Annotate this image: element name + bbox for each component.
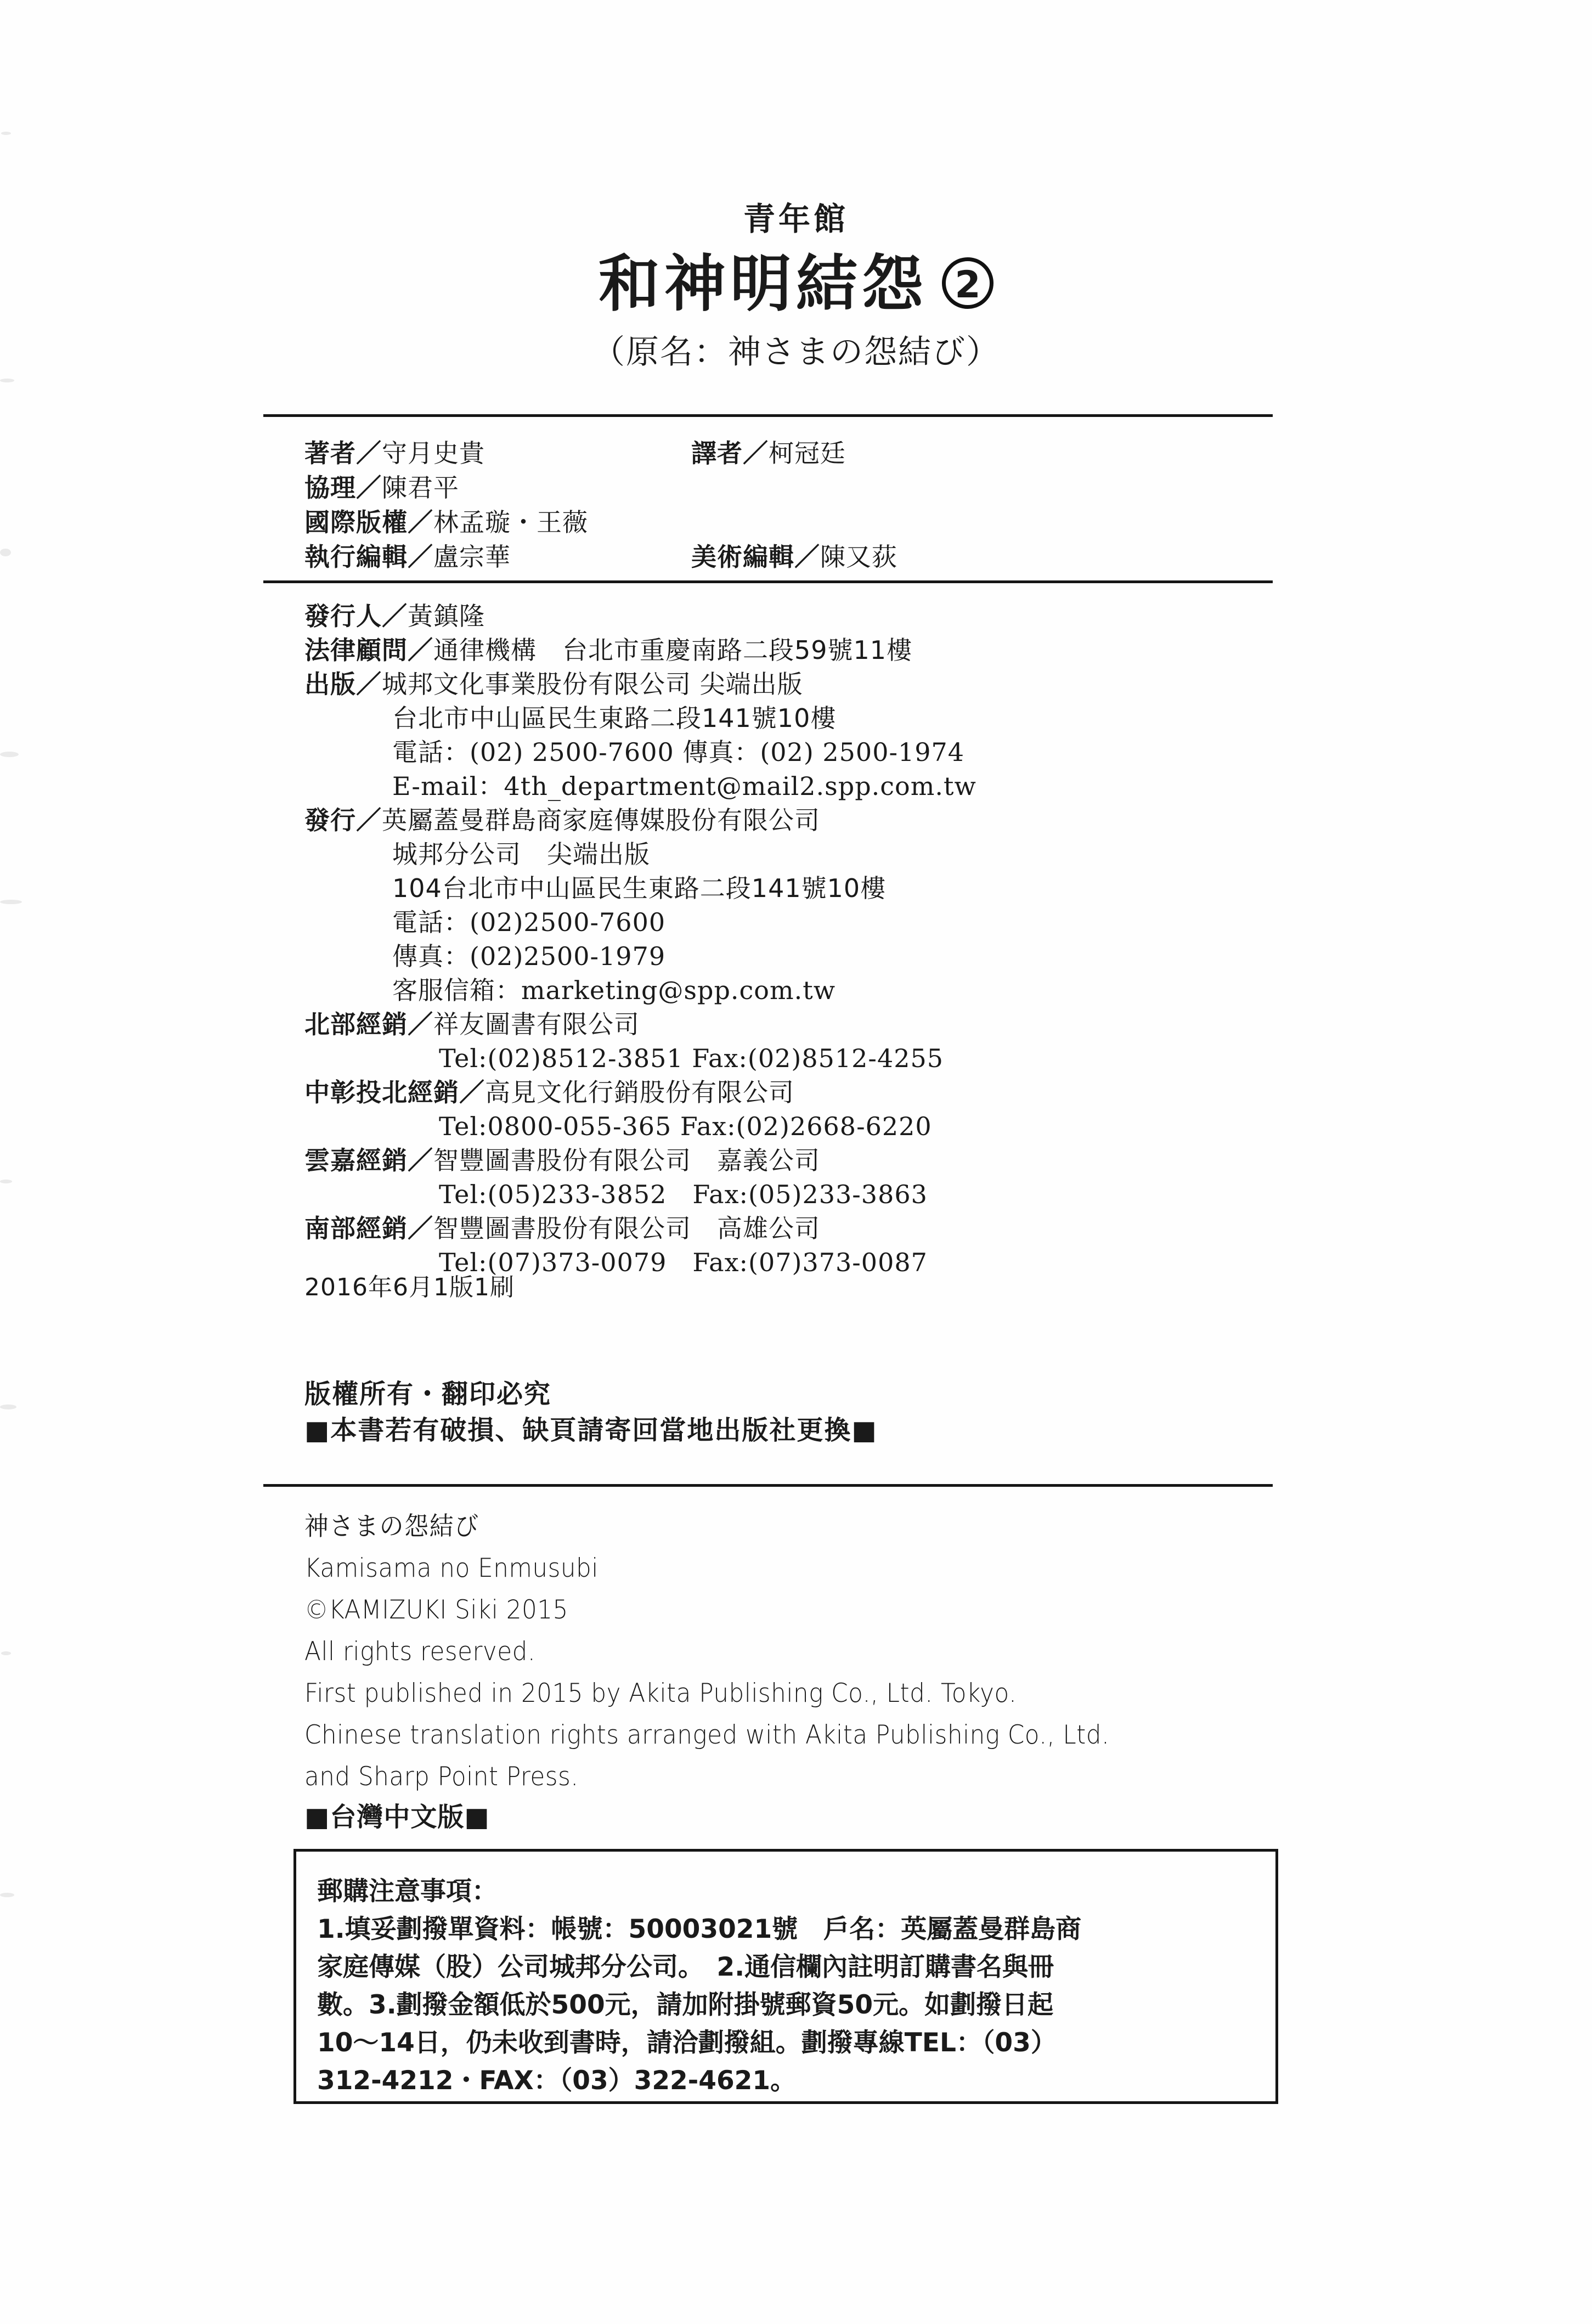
mail-order-notice-box	[293, 1849, 1278, 2104]
publication-date: 2016年6月1版1刷	[304, 1273, 515, 1301]
credit-left	[304, 540, 511, 574]
scan-artifact	[0, 1180, 12, 1183]
divider-rule-bottom	[263, 1484, 1273, 1487]
credit-label: 協理／	[304, 473, 382, 503]
page-title	[0, 249, 1592, 320]
series-name: 青年館	[743, 200, 849, 238]
divider-rule-top	[263, 414, 1273, 417]
all-rights-reserved-line: All rights reserved.	[304, 1637, 536, 1667]
credit-row	[304, 505, 1292, 540]
publisher-line-value: 祥友圖書有限公司	[433, 1009, 640, 1039]
publisher-line-value: 電話：(02)2500-7600	[392, 907, 666, 937]
scan-artifact	[0, 900, 22, 904]
publisher-line-label: 法律顧問／	[304, 635, 433, 665]
publisher-line-value: 英屬蓋曼群島商家庭傳媒股份有限公司	[382, 805, 820, 835]
credit-left	[304, 505, 588, 540]
credit-value: 盧宗華	[433, 542, 511, 572]
publisher-line-value: 傳真：(02)2500-1979	[392, 941, 666, 971]
credit-value: 陳又荻	[820, 542, 897, 572]
publisher-line	[304, 1177, 1303, 1211]
publisher-line	[304, 1211, 1303, 1245]
original-title: （原名：神さまの怨結び）	[592, 332, 1000, 371]
publisher-line-value: Tel:0800-055-365 Fax:(02)2668-6220	[439, 1112, 932, 1141]
publisher-line-value: 電話：(02) 2500-7600 傳真：(02) 2500-1974	[392, 737, 965, 767]
mail-order-line: 數。3.劃撥金額低於500元，請加附掛號郵資50元。如劃撥日起	[317, 1990, 1054, 2020]
publisher-line-label: 南部經銷／	[304, 1214, 433, 1243]
publisher-line	[304, 1075, 1303, 1109]
publisher-line-value: 智豐圖書股份有限公司 嘉義公司	[433, 1146, 820, 1175]
publisher-line-value: 智豐圖書股份有限公司 高雄公司	[433, 1214, 820, 1243]
mail-order-notice-content	[296, 1852, 1275, 2100]
credit-row	[304, 436, 1292, 471]
publisher-line	[304, 803, 1303, 837]
publisher-line-label: 雲嘉經銷／	[304, 1146, 433, 1175]
publisher-line	[304, 837, 1303, 871]
publisher-line-value: Tel:(02)8512-3851 Fax:(02)8512-4255	[439, 1043, 944, 1073]
credit-label: 執行編輯／	[304, 542, 433, 572]
credit-value: 林孟璇・王薇	[433, 507, 588, 537]
first-published-line: First published in 2015 by Akita Publishing Co., Ltd. Tokyo.	[304, 1678, 1017, 1708]
publisher-line-value: 城邦文化事業股份有限公司 尖端出版	[382, 669, 803, 699]
copyright-line: ©KAMIZUKI Siki 2015	[304, 1595, 568, 1625]
publisher-line	[304, 633, 1303, 667]
publisher-line-value: 城邦分公司 尖端出版	[392, 839, 650, 869]
scan-artifact	[0, 1404, 16, 1409]
publisher-line	[304, 871, 1303, 905]
publisher-line-value: 通律機構 台北市重慶南路二段59號11樓	[433, 635, 913, 665]
publisher-line-value: 104台北市中山區民生東路二段141號10樓	[392, 873, 887, 903]
scan-artifact	[0, 1893, 14, 1897]
publisher-line-value: 客服信箱：marketing@spp.com.tw	[392, 975, 836, 1005]
publisher-line	[304, 667, 1303, 701]
credit-label: 著者／	[304, 438, 382, 468]
scan-artifact	[0, 379, 14, 382]
credit-right	[691, 436, 846, 471]
volume-number-badge: 2	[942, 257, 993, 309]
publisher-line	[304, 735, 1303, 769]
publisher-line-value: Tel:(05)233-3852 Fax:(05)233-3863	[439, 1180, 928, 1209]
publisher-line	[304, 905, 1303, 939]
divider-rule-middle	[263, 580, 1273, 583]
publisher-line	[304, 701, 1303, 735]
publisher-line	[304, 1109, 1303, 1143]
english-rights-block	[304, 1506, 1347, 1836]
credit-left	[304, 471, 459, 505]
mail-order-heading: 郵購注意事項：	[317, 1876, 498, 1906]
publisher-line-value: Tel:(07)373-0079 Fax:(07)373-0087	[439, 1248, 928, 1277]
credit-row	[304, 471, 1292, 505]
publisher-line-value: 黃鎮隆	[408, 601, 485, 631]
publisher-line	[304, 939, 1303, 973]
credit-label: 譯者／	[691, 438, 769, 468]
mail-order-line: 312-4212・FAX：（03）322-4621。	[317, 2066, 797, 2096]
translation-rights-line-1: Chinese translation rights arranged with Akita Publishing Co., Ltd.	[304, 1720, 1110, 1750]
publisher-line-value: 高見文化行銷股份有限公司	[485, 1078, 794, 1107]
main-title-text: 和神明結怨	[599, 249, 928, 320]
scan-artifact	[1, 1651, 11, 1655]
credit-label: 國際版權／	[304, 507, 433, 537]
scan-artifact	[0, 752, 19, 757]
publisher-line-label: 發行／	[304, 805, 382, 835]
credit-label: 美術編輯／	[691, 542, 820, 572]
credit-value: 守月史貴	[382, 438, 485, 468]
romanized-title: Kamisama no Enmusubi	[304, 1553, 599, 1583]
credit-right	[691, 540, 897, 574]
publisher-line-label: 發行人／	[304, 601, 408, 631]
publisher-line-label: 出版／	[304, 669, 382, 699]
copyright-reserved-line: 版權所有・翻印必究	[304, 1379, 552, 1409]
publisher-line-label: 中彰投北經銷／	[304, 1078, 485, 1107]
publisher-line	[304, 973, 1303, 1007]
publisher-line	[304, 769, 1303, 803]
title-block	[0, 200, 1592, 371]
translation-rights-line-2: and Sharp Point Press.	[304, 1762, 579, 1792]
damaged-book-notice: ■本書若有破損、缺頁請寄回當地出版社更換■	[304, 1415, 878, 1446]
scan-artifact	[0, 549, 11, 556]
publisher-line-label: 北部經銷／	[304, 1009, 433, 1039]
publisher-block	[304, 599, 1303, 1279]
rights-notice-block	[304, 1376, 1292, 1448]
credit-value: 陳君平	[382, 473, 459, 503]
taiwan-edition-marker: ■台灣中文版■	[304, 1802, 490, 1832]
publisher-line	[304, 1007, 1303, 1041]
credit-left	[304, 436, 485, 471]
mail-order-line: 家庭傳媒（股）公司城邦分公司。 2.通信欄內註明訂購書名與冊	[317, 1952, 1054, 1982]
credits-block	[304, 436, 1292, 574]
publisher-line-value: 台北市中山區民生東路二段141號10樓	[392, 703, 837, 733]
mail-order-line: 1.填妥劃撥單資料：帳號：50003021號 戶名：英屬蓋曼群島商	[317, 1914, 1082, 1944]
credit-row	[304, 540, 1292, 574]
publisher-line	[304, 599, 1303, 633]
publisher-line	[304, 1041, 1303, 1075]
mail-order-line: 10～14日，仍未收到書時，請洽劃撥組。劃撥專線TEL：（03）	[317, 2028, 1057, 2058]
japanese-title: 神さまの怨結び	[304, 1511, 479, 1542]
publisher-line	[304, 1143, 1303, 1177]
credit-value: 柯冠廷	[769, 438, 846, 468]
scan-artifact	[1, 132, 11, 135]
publisher-line-value: E-mail：4th_department@mail2.spp.com.tw	[392, 771, 976, 801]
